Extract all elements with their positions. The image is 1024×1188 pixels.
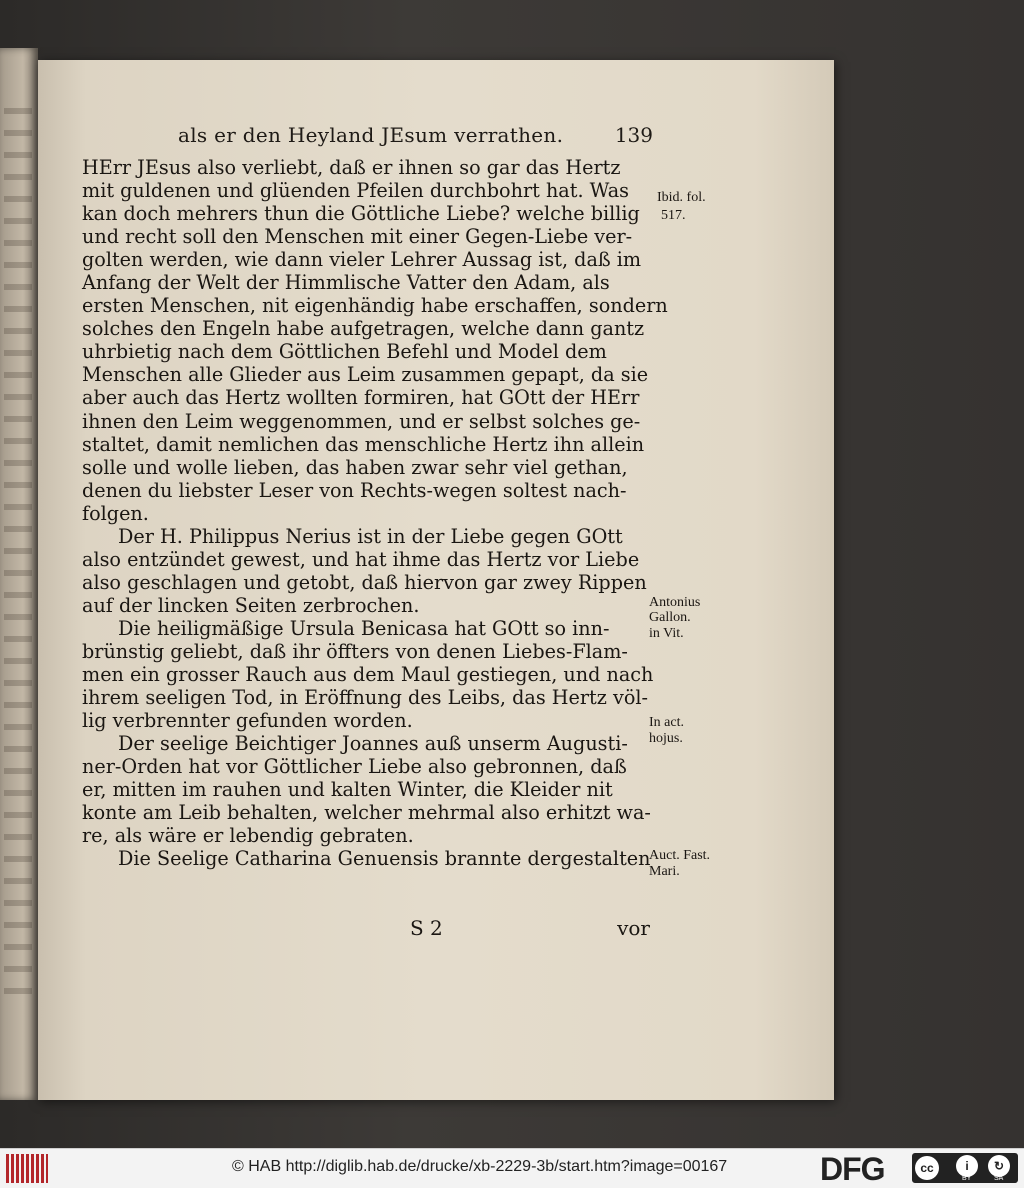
margin-note: in Vit.: [649, 626, 684, 641]
signature-mark: S 2: [410, 916, 443, 940]
text-line: Menschen alle Glieder aus Leim zusammen gepapt, da sie: [82, 363, 649, 387]
margin-note: Ibid. fol.: [657, 190, 706, 205]
text-line: er, mitten im rauhen und kalten Winter, die Kleider nit: [82, 778, 613, 802]
text-line: golten werden, wie dann vieler Lehrer Aussag ist, daß im: [82, 248, 642, 272]
paragraph-start: Die Seelige Catharina Genuensis brannte dergestalten: [118, 847, 651, 871]
running-head: [178, 123, 653, 153]
margin-note: 517.: [661, 208, 686, 223]
sa-icon: ↻: [988, 1155, 1010, 1177]
text-line: solches den Engeln habe aufgetragen, welche dann gantz: [82, 317, 645, 341]
margin-note: Antonius: [649, 595, 701, 610]
margin-note: Gallon.: [649, 610, 691, 625]
text-line: uhrbietig nach dem Göttlichen Befehl und Model dem: [82, 340, 607, 364]
by-icon: i: [956, 1155, 978, 1177]
by-label: BY: [962, 1175, 972, 1182]
text-line: denen du liebster Leser von Rechts-wegen soltest nach-: [82, 478, 627, 502]
paragraph-start: Die heiligmäßige Ursula Benicasa hat GOtt so inn-: [118, 616, 610, 640]
catchword: vor: [617, 916, 650, 940]
text-line: solle und wolle lieben, das haben zwar sehr viel gethan,: [82, 455, 628, 479]
text-line: men ein grosser Rauch aus dem Maul gestiegen, und nach: [82, 663, 654, 687]
margin-note: Auct. Fast.: [649, 848, 711, 863]
margin-note: In act.: [649, 715, 684, 730]
text-line: mit guldenen und glüenden Pfeilen durchbohrt hat. Was: [82, 179, 629, 203]
running-title: als er den Heyland JEsum verrathen.: [178, 123, 564, 147]
copyright-link[interactable]: © HAB http://diglib.hab.de/drucke/xb-2229-3b/start.htm?image=00167: [232, 1158, 728, 1175]
cc-license-badge[interactable]: [912, 1153, 1018, 1183]
sa-label: SA: [994, 1175, 1004, 1182]
page-number: 139: [614, 123, 653, 147]
text-line: ihrem seeligen Tod, in Eröffnung des Leibs, das Hertz völ-: [82, 686, 648, 710]
text-line: konte am Leib behalten, welcher mehrmal also erhitzt wa-: [82, 801, 651, 825]
text-line: ersten Menschen, nit eigenhändig habe erschaffen, sondern: [82, 294, 668, 318]
margin-note: hojus.: [649, 731, 683, 746]
paragraph-start: Der seelige Beichtiger Joannes auß unserm Augusti-: [118, 732, 628, 756]
text-line: Anfang der Welt der Himmlische Vatter den Adam, als: [82, 271, 610, 295]
dfg-logo: DFG: [820, 1151, 885, 1187]
text-line: lig verbrennter gefunden worden.: [82, 709, 413, 733]
margin-note: Mari.: [649, 864, 680, 879]
text-line: also geschlagen und getobt, daß hiervon gar zwey Rippen: [82, 570, 647, 594]
text-line: also entzündet gewest, und hat ihme das Hertz vor Liebe: [82, 547, 640, 571]
page-footer-marks: [82, 916, 654, 942]
text-line: ner-Orden hat vor Göttlicher Liebe also gebronnen, daß: [82, 755, 627, 779]
paragraph-start: Der H. Philippus Nerius ist in der Liebe gegen GOtt: [118, 524, 623, 548]
text-line: staltet, damit nemlichen das menschliche Hertz ihn allein: [82, 432, 645, 456]
text-line: auf der lincken Seiten zerbrochen.: [82, 593, 420, 617]
text-line: aber auch das Hertz wollten formiren, hat GOtt der HErr: [82, 386, 640, 410]
cc-icon: cc: [915, 1156, 939, 1180]
text-line: kan doch mehrers thun die Göttliche Liebe? welche billig: [82, 202, 640, 226]
text-line: HErr JEsus also verliebt, daß er ihnen so gar das Hertz: [82, 156, 621, 179]
text-line: folgen.: [82, 501, 149, 525]
text-line: re, als wäre er lebendig gebraten.: [82, 824, 414, 848]
color-fiducial-icon: [6, 1154, 48, 1183]
text-line: und recht soll den Menschen mit einer Gegen-Liebe ver-: [82, 225, 633, 249]
viewer-footer: [0, 1148, 1024, 1188]
text-line: ihnen den Leim weggenommen, und er selbst solches ge-: [82, 409, 641, 433]
previous-page-edge: [0, 48, 38, 1100]
text-line: brünstig geliebt, daß ihr öffters von denen Liebes-Flam-: [82, 639, 628, 663]
previous-page-text-fragment: [4, 108, 32, 1008]
